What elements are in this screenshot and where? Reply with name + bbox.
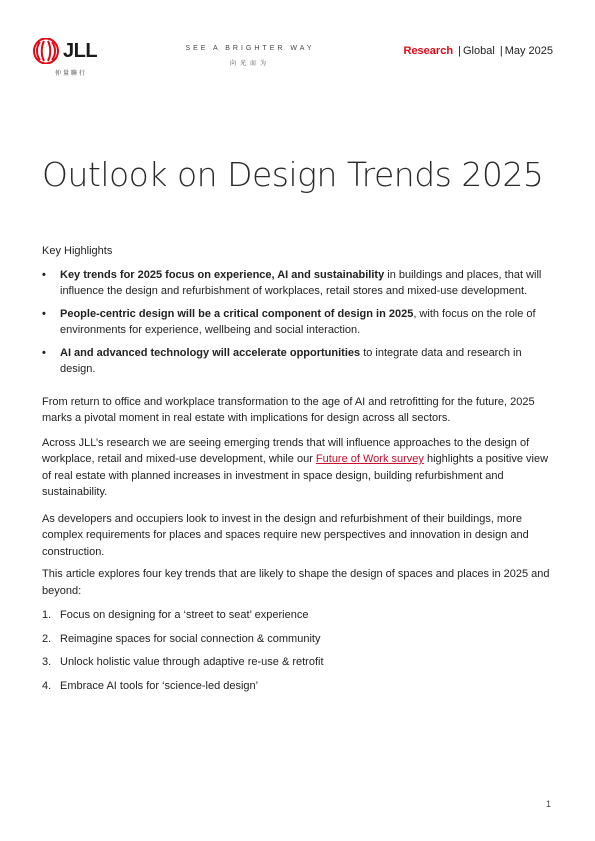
paragraph-text: Across JLL’s research we are seeing emerging trends that will influence approaches to the design of workplace, retail and mixed-use development, while our (42, 436, 530, 465)
bullet-icon: • (42, 268, 46, 281)
region-label: Global (462, 45, 495, 57)
page-header (0, 0, 595, 90)
tagline: SEE A BRIGHTER WAY (185, 45, 315, 52)
list-item (42, 631, 554, 648)
key-highlights-label: Key Highlights (42, 245, 113, 257)
list-item (42, 654, 554, 671)
logo-chinese-text: 仲量聯行 (55, 71, 88, 77)
list-item (42, 607, 554, 624)
highlight-bold-text: People-centric design will be a critical component of design in 2025 (60, 307, 414, 320)
bullet-icon: • (42, 346, 46, 359)
article-scope-paragraph: This article explores four key trends that are likely to shape the design of spaces and places in 2025 and beyond: (42, 568, 550, 597)
list-item (42, 345, 554, 378)
page-number: 1 (545, 799, 551, 809)
list-number: 3. (42, 656, 52, 668)
list-item (42, 306, 554, 339)
trend-text: Reimagine spaces for social connection & community (60, 632, 321, 645)
meta-separator: | (458, 45, 461, 57)
trend-text: Unlock holistic value through adaptive re-use & retrofit (60, 656, 324, 668)
article-body (42, 243, 554, 701)
date-label: May 2025 (504, 45, 553, 57)
meta-separator: | (499, 45, 503, 57)
trend-text: Embrace AI tools for ‘science-led design’ (60, 679, 259, 692)
intro-paragraph: From return to office and workplace transformation to the age of AI and retrofitting for the future, 2025 marks a pivotal moment in real estate with implications for design across all sectors. (42, 395, 535, 424)
logo-text: JLL (63, 40, 98, 62)
list-number: 1. (42, 609, 52, 621)
highlight-text: to integrate data and research in design. (60, 346, 522, 375)
list-item (42, 267, 554, 300)
highlight-text: , with focus on the role of environments for experience, wellbeing and social interaction. (60, 307, 536, 336)
tagline-chinese: 向光而为 (229, 61, 270, 67)
highlight-bold-text: AI and advanced technology will accelerate opportunities (60, 346, 361, 359)
highlight-bold-text: Key trends for 2025 focus on experience, AI and sustainability (60, 268, 385, 281)
list-number: 4. (42, 679, 52, 692)
research-paragraph (42, 435, 554, 501)
jll-logo-icon (33, 38, 59, 64)
list-number: 2. (42, 632, 52, 645)
highlight-text: in buildings and places, that will influence the design and refurbishment of workplaces, retail stores and mixed-use development. (60, 268, 542, 297)
bullet-icon: • (42, 307, 46, 320)
paragraph-text: highlights a positive view of real estate with planned increases in investment in space design, building refurbishment and sustainability. (42, 453, 549, 498)
future-of-work-survey-link[interactable]: Future of Work survey (315, 453, 424, 465)
list-item (42, 678, 554, 695)
research-label[interactable]: Research (403, 45, 454, 57)
report-meta (404, 45, 554, 57)
jll-logo[interactable] (33, 38, 113, 82)
investment-paragraph: As developers and occupiers look to invest in the design and refurbishment of their buildings, more complex requirements for places and spaces require new perspectives and innovation in design and construction. (42, 512, 529, 558)
trend-text: Focus on designing for a ‘street to seat’ experience (60, 609, 309, 621)
key-trends-list (42, 607, 554, 694)
page-title: Outlook on Design Trends 2025 (42, 155, 544, 194)
key-highlights-list (42, 267, 554, 378)
